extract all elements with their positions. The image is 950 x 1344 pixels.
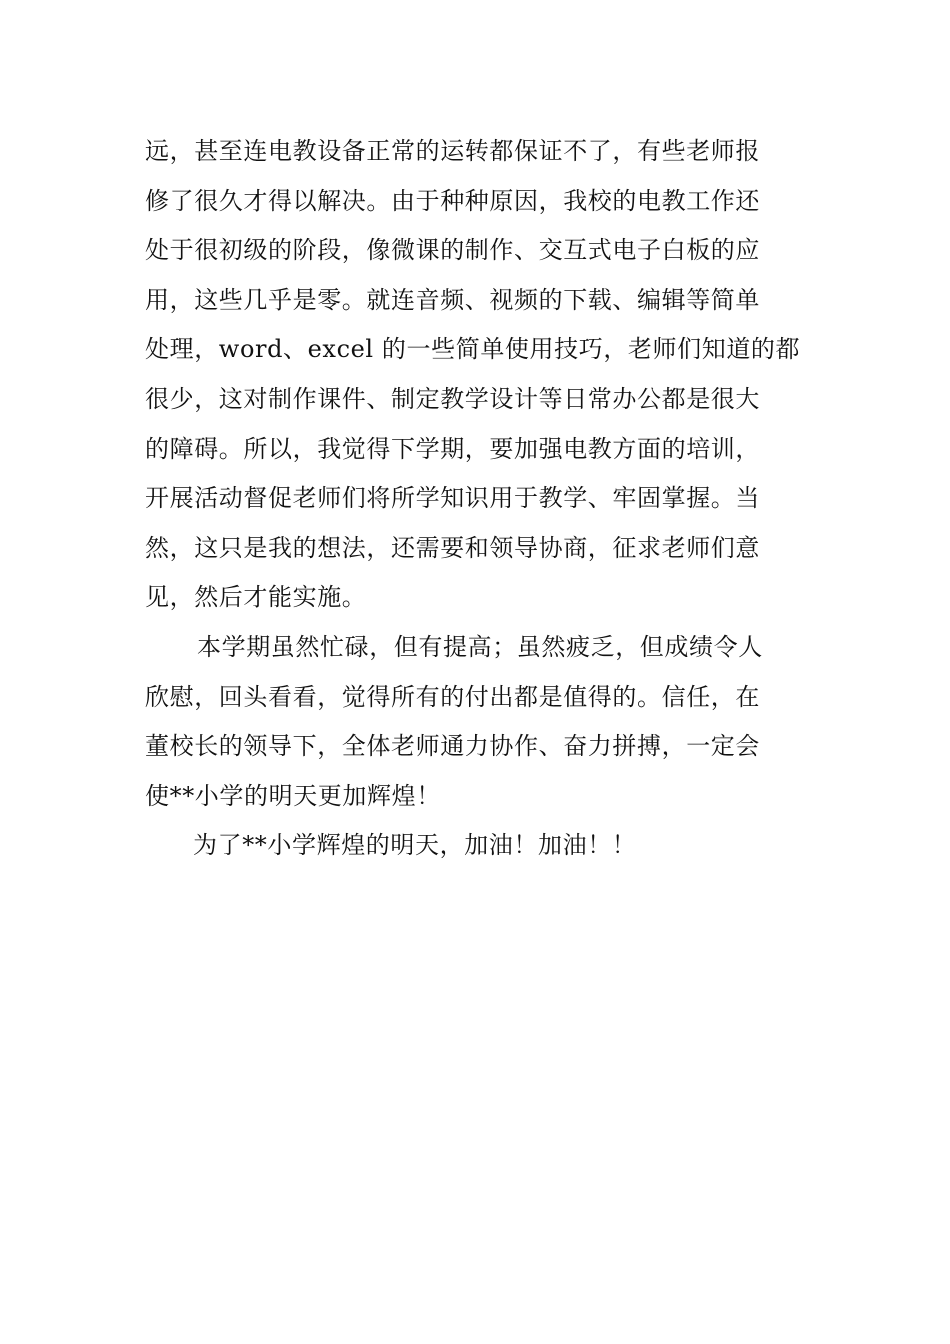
paragraph-line: 见，然后才能实施。 xyxy=(145,583,367,612)
paragraph-line: 处理，word、excel 的一些简单使用技巧，老师们知道的都 xyxy=(145,335,801,364)
paragraph-line: 欣慰，回头看看，觉得所有的付出都是值得的。信任，在 xyxy=(145,682,760,711)
paragraph-line: 修了很久才得以解决。由于种种原因，我校的电教工作还 xyxy=(145,186,760,215)
paragraph-line: 使**小学的明天更加辉煌！ xyxy=(145,781,441,810)
paragraph-line: 董校长的领导下，全体老师通力协作、奋力拼搏，一定会 xyxy=(145,732,760,761)
paragraph-line: 远，甚至连电教设备正常的运转都保证不了，有些老师报 xyxy=(145,137,760,165)
paragraph-line: 然，这只是我的想法，还需要和领导协商，征求老师们意 xyxy=(145,533,760,562)
paragraph-line: 处于很初级的阶段，像微课的制作、交互式电子白板的应 xyxy=(145,236,760,265)
paragraph-line: 本学期虽然忙碌，但有提高；虽然疲乏，但成绩令人 xyxy=(197,632,763,661)
paragraph-line: 为了**小学辉煌的明天，加油！加油！！ xyxy=(193,831,637,860)
paragraph-line: 开展活动督促老师们将所学知识用于教学、牢固掌握。当 xyxy=(145,484,760,513)
paragraph-line: 用，这些几乎是零。就连音频、视频的下载、编辑等简单 xyxy=(145,285,760,314)
document-body xyxy=(145,127,810,871)
paragraph-line: 很少，这对制作课件、制定教学设计等日常办公都是很大 xyxy=(145,384,760,413)
paragraph-line: 的障碍。所以，我觉得下学期，要加强电教方面的培训， xyxy=(145,434,760,463)
